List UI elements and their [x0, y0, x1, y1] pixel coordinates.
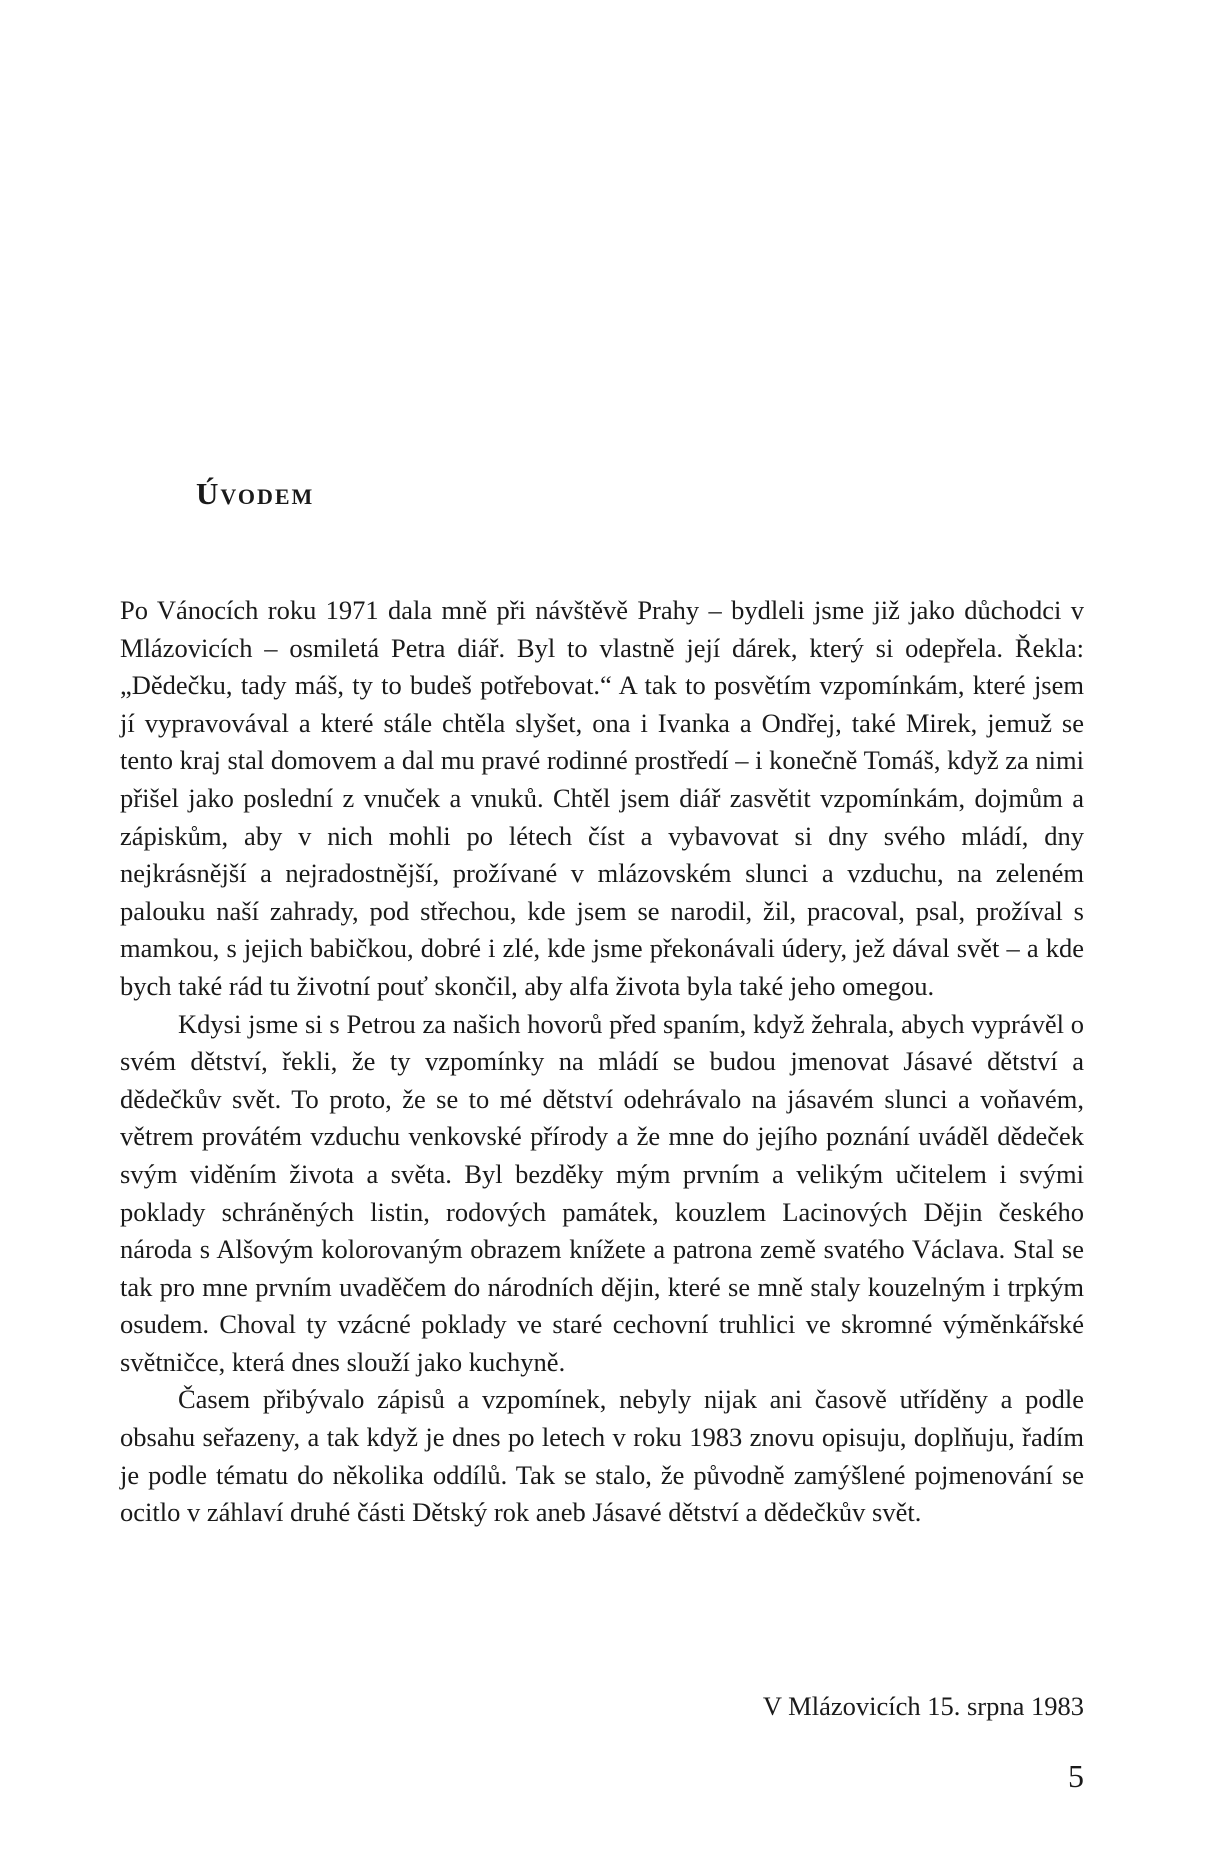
body-text — [120, 592, 1084, 1532]
paragraph-3: Časem přibývalo zápisů a vzpomínek, nebyly nijak ani časově utříděny a podle obsahu seřazeny, a tak když je dnes po letech v roku 1983 znovu opisuju, doplňuju, řadím je podle tématu do několika oddílů. Tak se stalo, že původně zamýšlené pojmenování se ocitlo v záhlaví druhé části Dětský rok aneb Jásavé dětství a dědečkův svět. — [120, 1384, 1084, 1528]
page-number: 5 — [1068, 1758, 1084, 1794]
paragraph-2: Kdysi jsme si s Petrou za našich hovorů před spaním, když žehrala, abych vyprávěl o svém dětství, řekli, že ty vzpomínky na mládí se budou jmenovat Jásavé dětství a dědečkův svět. To proto, že se to mé dětství odehrávalo na jásavém slunci a voňavém, větrem provátém vzduchu venkovské přírody a že mne do jejího poznání uváděl dědeček svým viděním života a světa. Byl bezděky mým prvním a velikým učitelem i svými poklady schráněných listin, rodových památek, kouzlem Lacinových Dějin českého národa s Alšovým kolorovaným obrazem knížete a patrona země svatého Václava. Stal se tak pro mne prvním uvaděčem do národních dějin, které se mně staly kouzelným i trpkým osudem. Choval ty vzácné poklady ve staré cechovní truhlici ve skromné výměnkářské světničce, která dnes slouží jako kuchyně. — [120, 1008, 1084, 1377]
paragraph-1: Po Vánocích roku 1971 dala mně při návštěvě Prahy – bydleli jsme již jako důchodci v Mlázovicích – osmiletá Petra diář. Byl to vlastně její dárek, který si odepřela. Řekla: „Dědečku, tady máš, ty to budeš potřebovat.“ A tak to posvětím vzpomínkám, které jsem jí vypravovával a které stále chtěla slyšet, ona i Ivanka a Ondřej, také Mirek, jemuž se tento kraj stal domovem a dal mu pravé rodinné prostředí – i konečně Tomáš, když za nimi přišel jako poslední z vnuček a vnuků. Chtěl jsem diář zasvětit vzpomínkám, dojmům a zápiskům, aby v nich mohli po létech číst a vybavovat si dny svého mládí, dny nejkrásnější a nejradostnější, prožívané v mlázovském slunci a vzduchu, na zeleném palouku naší zahrady, pod střechou, kde jsem se narodil, žil, pracoval, psal, prožíval s mamkou, s jejich babičkou, dobré i zlé, kde jsme překonávali údery, jež dával svět – a kde bych také rád tu životní pouť skončil, aby alfa života byla také jeho omegou. — [120, 595, 1084, 1001]
place-date-signature: V Mlázovicích 15. srpna 1983 — [762, 1691, 1084, 1721]
chapter-heading: Úvodem — [196, 476, 315, 511]
